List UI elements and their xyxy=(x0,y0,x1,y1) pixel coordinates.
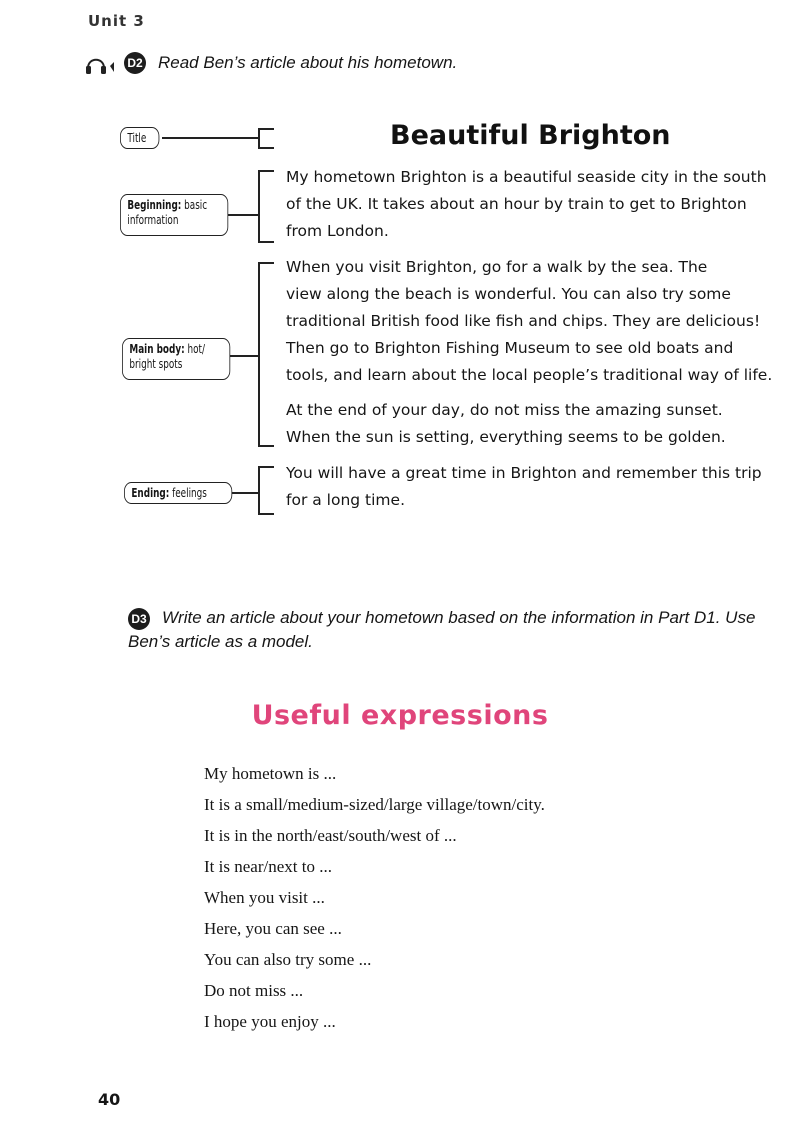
label-beginning: Beginning: basic information xyxy=(120,194,228,236)
bracket-beginning-bottom xyxy=(258,241,274,243)
bracket-ending xyxy=(258,466,260,514)
expression-item: It is near/next to ... xyxy=(204,857,332,876)
beginning-line: My hometown Brighton is a beautiful seaside city in the south xyxy=(286,168,767,186)
label-title: Title xyxy=(120,127,159,149)
article-title: Beautiful Brighton xyxy=(390,120,671,151)
body-line: When the sun is setting, everything seems to be golden. xyxy=(286,428,726,446)
bracket-main-body-bottom xyxy=(258,445,274,447)
bracket-title-top xyxy=(258,128,274,130)
bracket-title-bottom xyxy=(258,147,274,149)
article-ending xyxy=(286,460,762,514)
task-d2-instruction: Read Ben’s article about his hometown. xyxy=(158,53,458,72)
useful-expressions-heading: Useful expressions xyxy=(251,700,549,731)
body-line: tools, and learn about the local people’s traditional way of life. xyxy=(286,366,773,384)
expression-item: Do not miss ... xyxy=(204,981,304,1000)
article-body-paragraph-2 xyxy=(286,397,726,451)
expression-item: You can also try some ... xyxy=(204,950,372,969)
connector-main-body xyxy=(230,355,258,357)
useful-expressions-list xyxy=(204,758,545,1037)
body-line: When you visit Brighton, go for a walk by the sea. The xyxy=(286,258,708,276)
bracket-main-body xyxy=(258,262,260,446)
beginning-line: of the UK. It takes about an hour by train to get to Brighton xyxy=(286,195,747,213)
expression-item: I hope you enjoy ... xyxy=(204,1012,336,1031)
body-line: view along the beach is wonderful. You can also try some xyxy=(286,285,731,303)
bracket-beginning xyxy=(258,170,260,242)
bracket-title xyxy=(258,128,260,148)
task-d3-badge: D3 xyxy=(128,608,150,630)
connector-ending xyxy=(232,492,258,494)
body-line: Then go to Brighton Fishing Museum to see old boats and xyxy=(286,339,734,357)
beginning-line: from London. xyxy=(286,222,389,240)
expression-item: It is in the north/east/south/west of ... xyxy=(204,826,457,845)
expression-item: My hometown is ... xyxy=(204,764,337,783)
ending-line: You will have a great time in Brighton and remember this trip xyxy=(286,464,762,482)
bracket-main-body-top xyxy=(258,262,274,264)
expression-item: Here, you can see ... xyxy=(204,919,342,938)
expression-item: When you visit ... xyxy=(204,888,325,907)
page-number: 40 xyxy=(98,1090,121,1109)
label-ending: Ending: feelings xyxy=(124,482,232,504)
bracket-beginning-top xyxy=(258,170,274,172)
label-main-body: Main body: hot/ bright spots xyxy=(122,338,230,380)
audio-headphones-icon[interactable] xyxy=(84,52,118,80)
task-d3-instruction-line2: Ben’s article as a model. xyxy=(128,632,313,651)
bracket-ending-top xyxy=(258,466,274,468)
connector-beginning xyxy=(228,214,258,216)
unit-header: Unit 3 xyxy=(88,12,145,30)
ending-line: for a long time. xyxy=(286,491,405,509)
article-beginning xyxy=(286,164,767,245)
body-line: traditional British food like fish and chips. They are delicious! xyxy=(286,312,761,330)
article-body-paragraph-1 xyxy=(286,254,772,389)
expression-item: It is a small/medium-sized/large village/town/city. xyxy=(204,795,545,814)
task-d2-badge: D2 xyxy=(124,52,146,74)
connector-title xyxy=(162,137,258,139)
body-line: At the end of your day, do not miss the amazing sunset. xyxy=(286,401,723,419)
bracket-ending-bottom xyxy=(258,513,274,515)
task-d3-instruction-line1: Write an article about your hometown based on the information in Part D1. Use xyxy=(162,608,756,627)
